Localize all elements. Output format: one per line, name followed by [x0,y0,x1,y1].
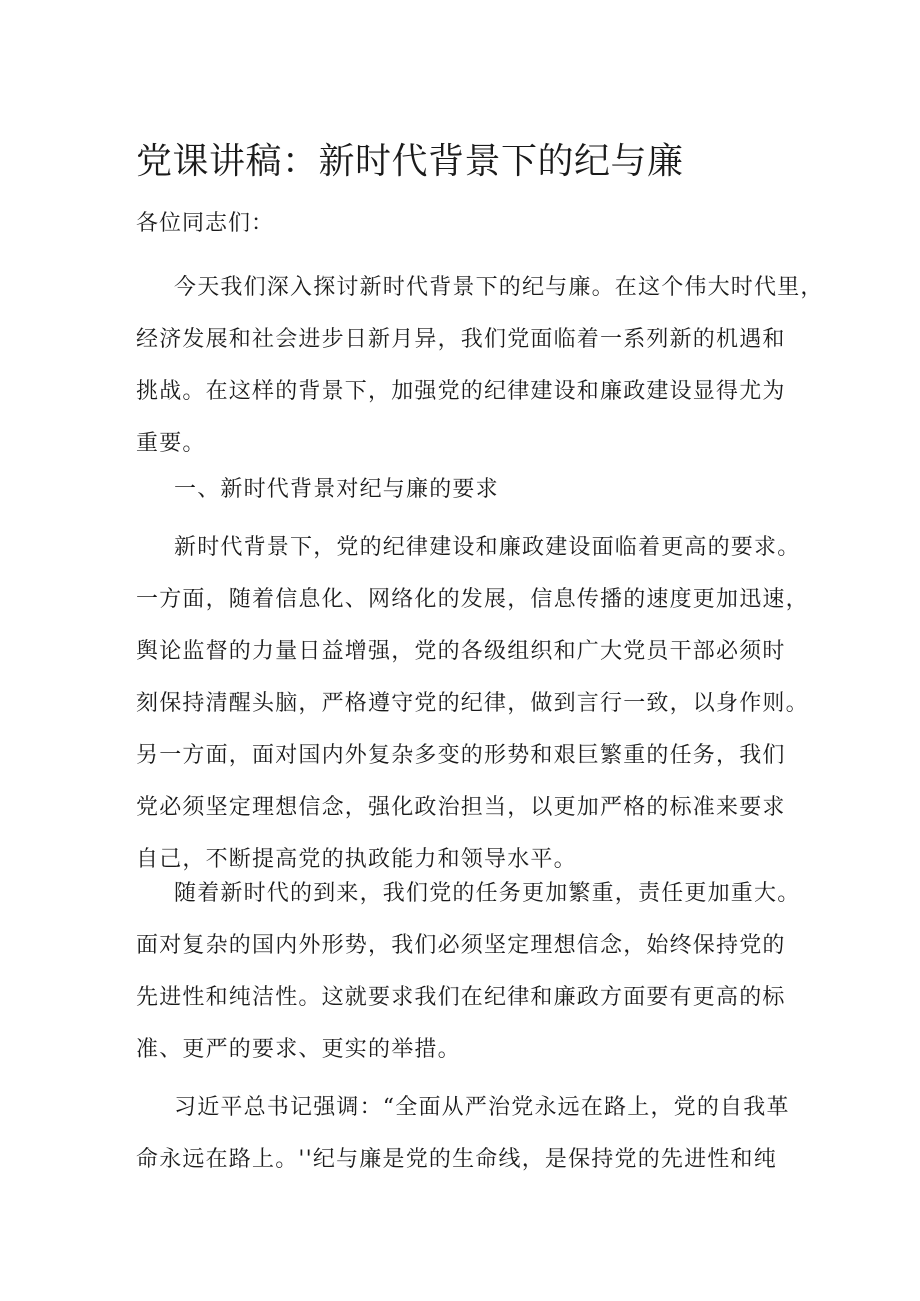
paragraph-line: 自己，不断提高党的执政能力和领导水平。 [136,847,577,872]
paragraph-line: 刻保持清醒头脑，严格遵守党的纪律，做到言行一致，以身作则。 [136,691,809,716]
paragraph-line: 今天我们深入探讨新时代背景下的纪与廉。在这个伟大时代里， [174,275,824,300]
paragraph-requirements [136,522,809,886]
paragraph-line: 重要。 [136,431,206,456]
paragraph-line: 准、更严的要求、更实的举措。 [136,1037,461,1062]
paragraph-line: 随着新时代的到来，我们党的任务更加繁重，责任更加重大。 [174,881,801,906]
paragraph-line: 党必须坚定理想信念，强化政治担当，以更加严格的标准来要求 [136,795,786,820]
paragraph-line: 新时代背景下，党的纪律建设和廉政建设面临着更高的要求。 [174,535,801,560]
paragraph-intro [136,262,824,470]
paragraph-quote [136,1082,796,1186]
paragraph-line: 命永远在路上。''纪与廉是党的生命线，是保持党的先进性和纯 [136,1147,777,1172]
paragraph-line: 经济发展和社会进步日新月异，我们党面临着一系列新的机遇和 [136,327,786,352]
paragraph-line: 面对复杂的国内外形势，我们必须坚定理想信念，始终保持党的 [136,933,786,958]
paragraph-line: 一方面，随着信息化、网络化的发展，信息传播的速度更加迅速， [136,587,809,612]
paragraph-line: 舆论监督的力量日益增强，党的各级组织和广大党员干部必须时 [136,639,786,664]
paragraph-line: 习近平总书记强调：“全面从严治党永远在路上，党的自我革 [174,1095,790,1120]
section-heading [136,464,796,516]
salutation: 各位同志们： [136,211,275,236]
paragraph-new-era [136,868,801,1076]
paragraph-line: 另一方面，面对国内外复杂多变的形势和艰巨繁重的任务，我们 [136,743,786,768]
paragraph-line: 先进性和纯洁性。这就要求我们在纪律和廉政方面要有更高的标 [136,985,786,1010]
paragraph-line: 挑战。在这样的背景下，加强党的纪律建设和廉政建设显得尤为 [136,379,786,404]
section-heading-text: 一、新时代背景对纪与廉的要求 [174,477,499,502]
page-title: 党课讲稿：新时代背景下的纪与廉 [136,141,684,182]
